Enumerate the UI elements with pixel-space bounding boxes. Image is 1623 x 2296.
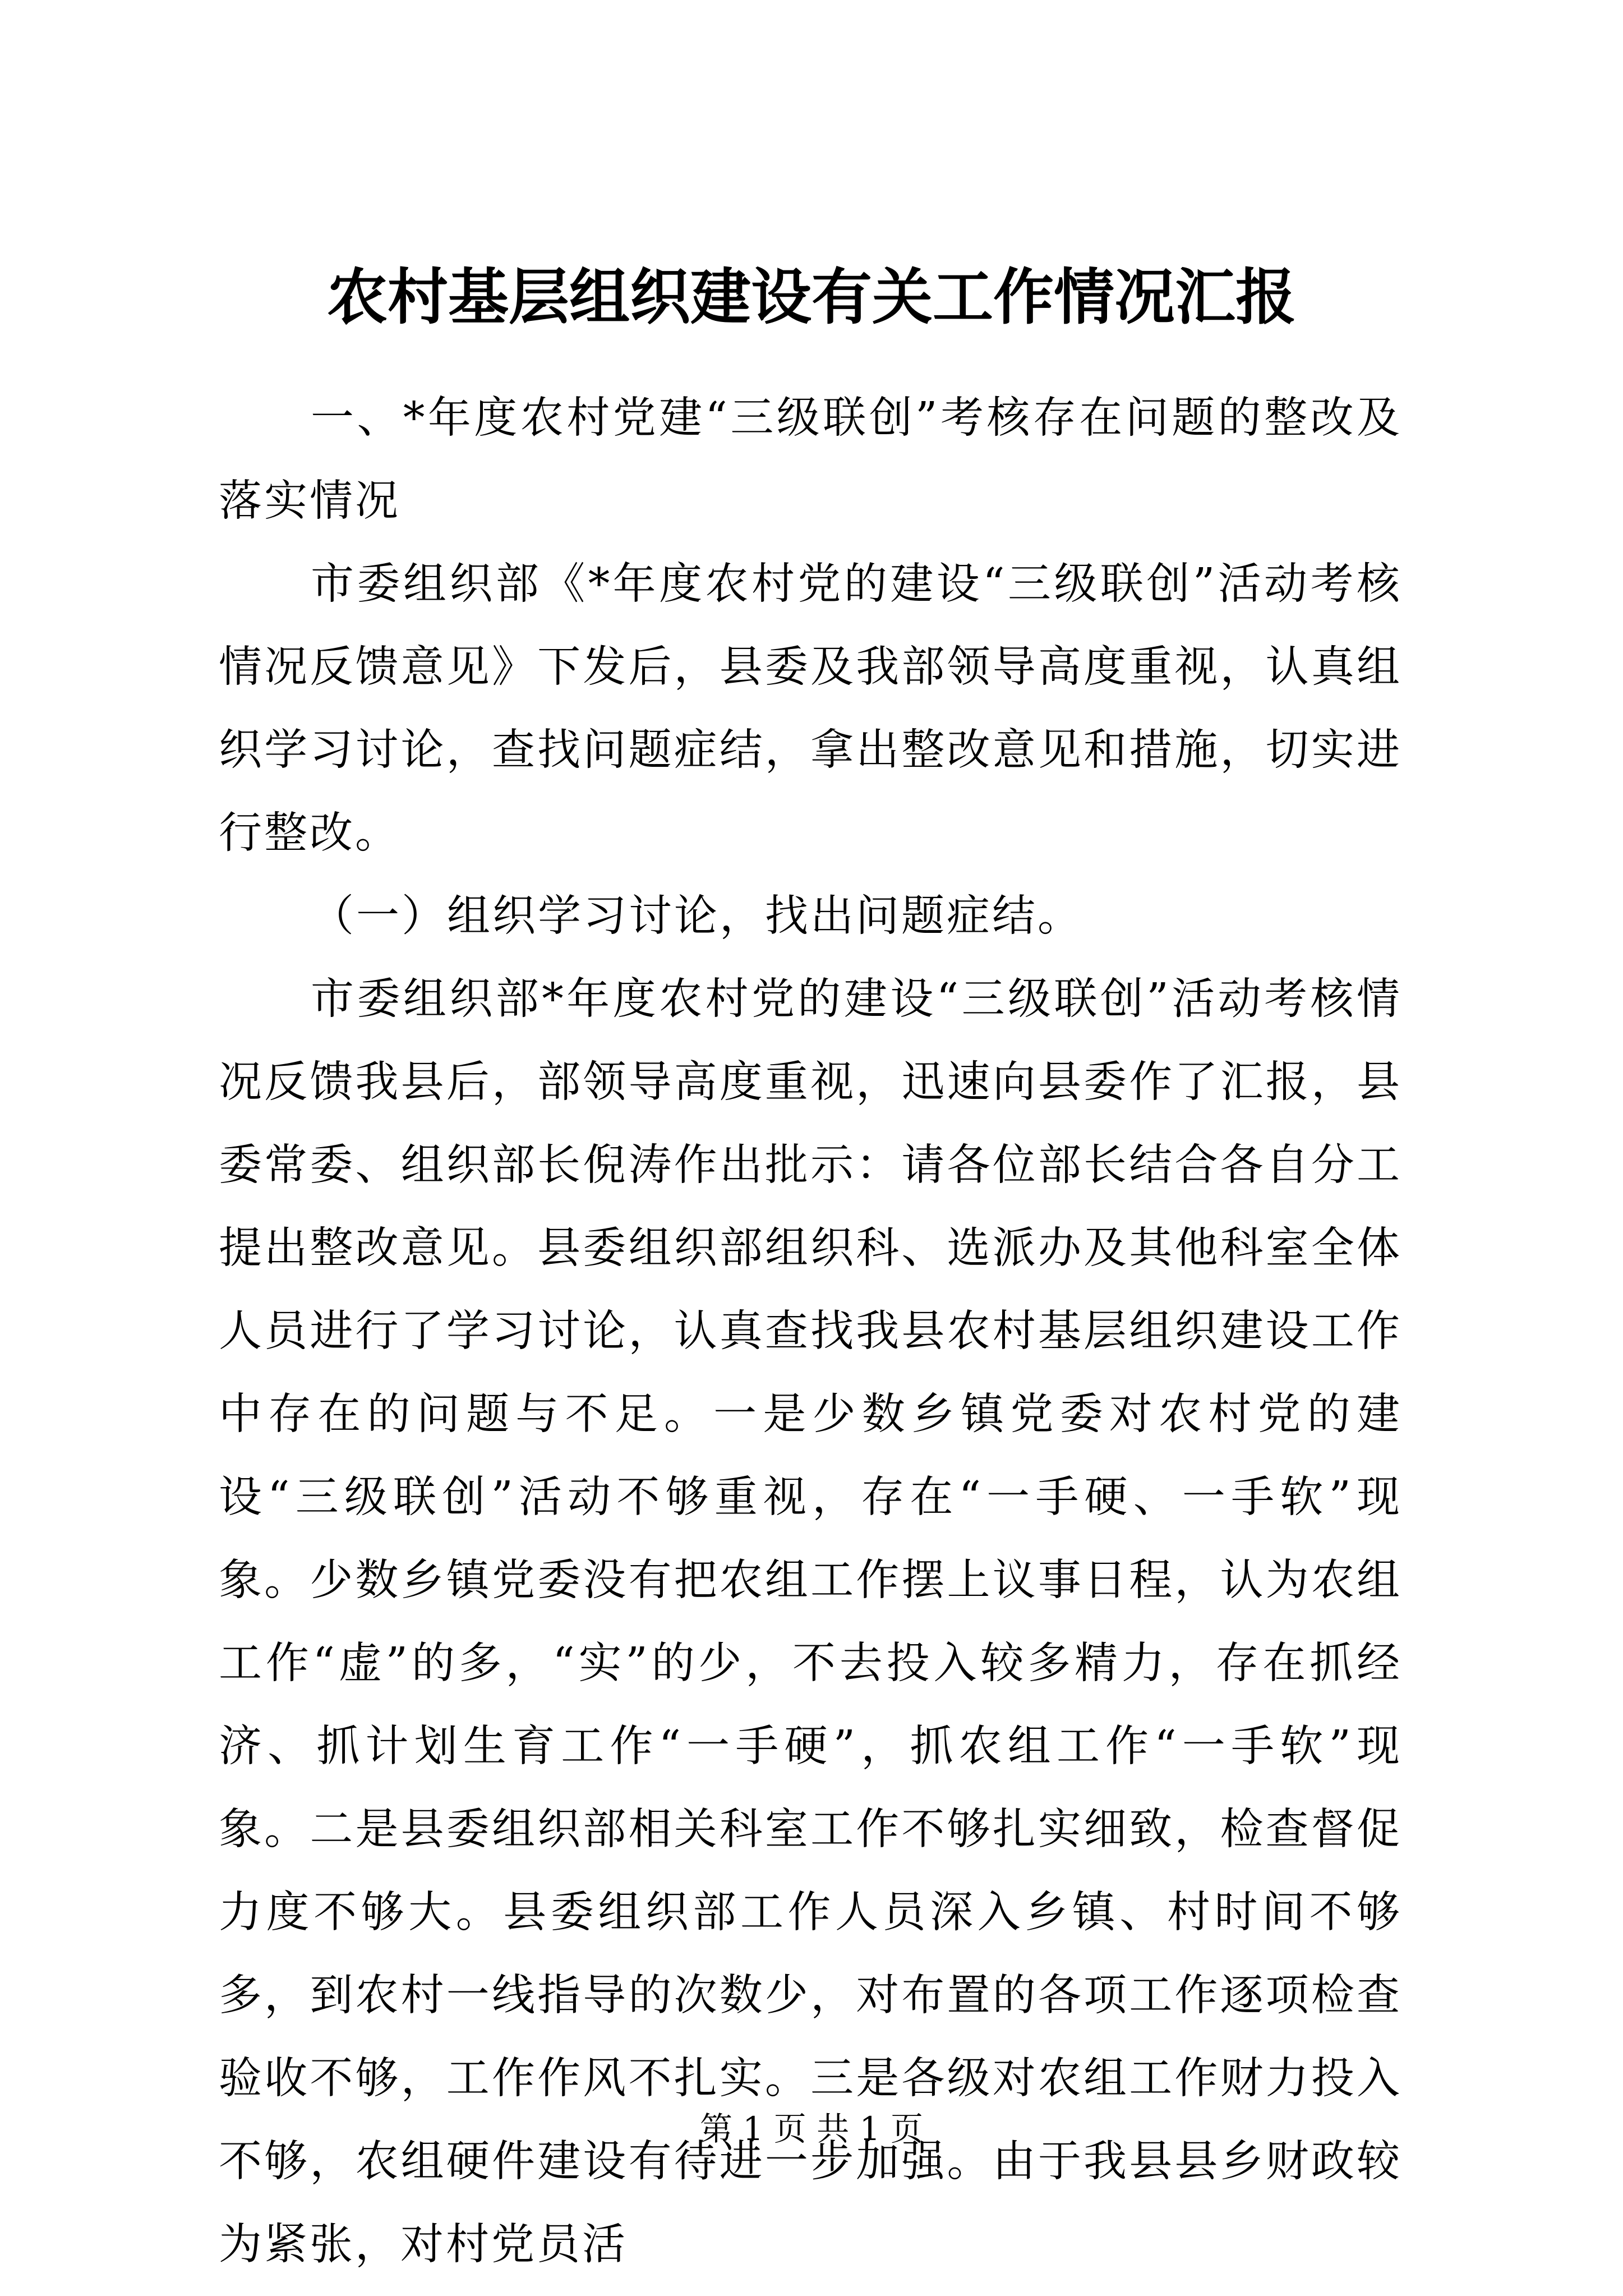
document-body xyxy=(219,377,1402,2286)
document-title: 农村基层组织建设有关工作情况汇报 xyxy=(326,262,1296,333)
body-paragraph: 市委组织部《*年度农村党的建设“三级联创”活动考核情况反馈意见》下发后，县委及我部领导高度重视，认真组织学习讨论，查找问题症结，拿出整改意见和措施，切实进行整改。 xyxy=(219,559,1402,858)
body-paragraph: 市委组织部*年度农村党的建设“三级联创”活动考核情况反馈我县后，部领导高度重视，迅速向县委作了汇报，县委常委、组织部长倪涛作出批示：请各位部长结合各自分工提出整改意见。县委组织部组织科、选派办及其他科室全体人员进行了学习讨论，认真查找我县农村基层组织建设工作中存在的问题与不足。一是少数乡镇党委对农村党的建设“三级联创”活动不够重视，存在“一手硬、一手软”现象。少数乡镇党委没有把农组工作摆上议事日程，认为农组工作“虚”的多，“实”的少，不去投入较多精力，存在抓经济、抓计划生育工作“一手硬”，抓农组工作“一手软”现象。二是县委组织部相关科室工作不够扎实细致，检查督促力度不够大。县委组织部工作人员深入乡镇、村时间不够多，到农村一线指导的次数少，对布置的各项工作逐项检查验收不够，工作作风不扎实。三是各级对农组工作财力投入不够，农组硬件建设有待进一步加强。由于我县县乡财政较为紧张，对村党员活 xyxy=(219,974,1402,2270)
subsection-heading: （一）组织学习讨论，找出问题症结。 xyxy=(311,891,1083,941)
section-heading: 一、*年度农村党建“三级联创”考核存在问题的整改及落实情况 xyxy=(219,393,1402,526)
page-footer: 第 1 页 共 1 页 xyxy=(700,2110,923,2148)
